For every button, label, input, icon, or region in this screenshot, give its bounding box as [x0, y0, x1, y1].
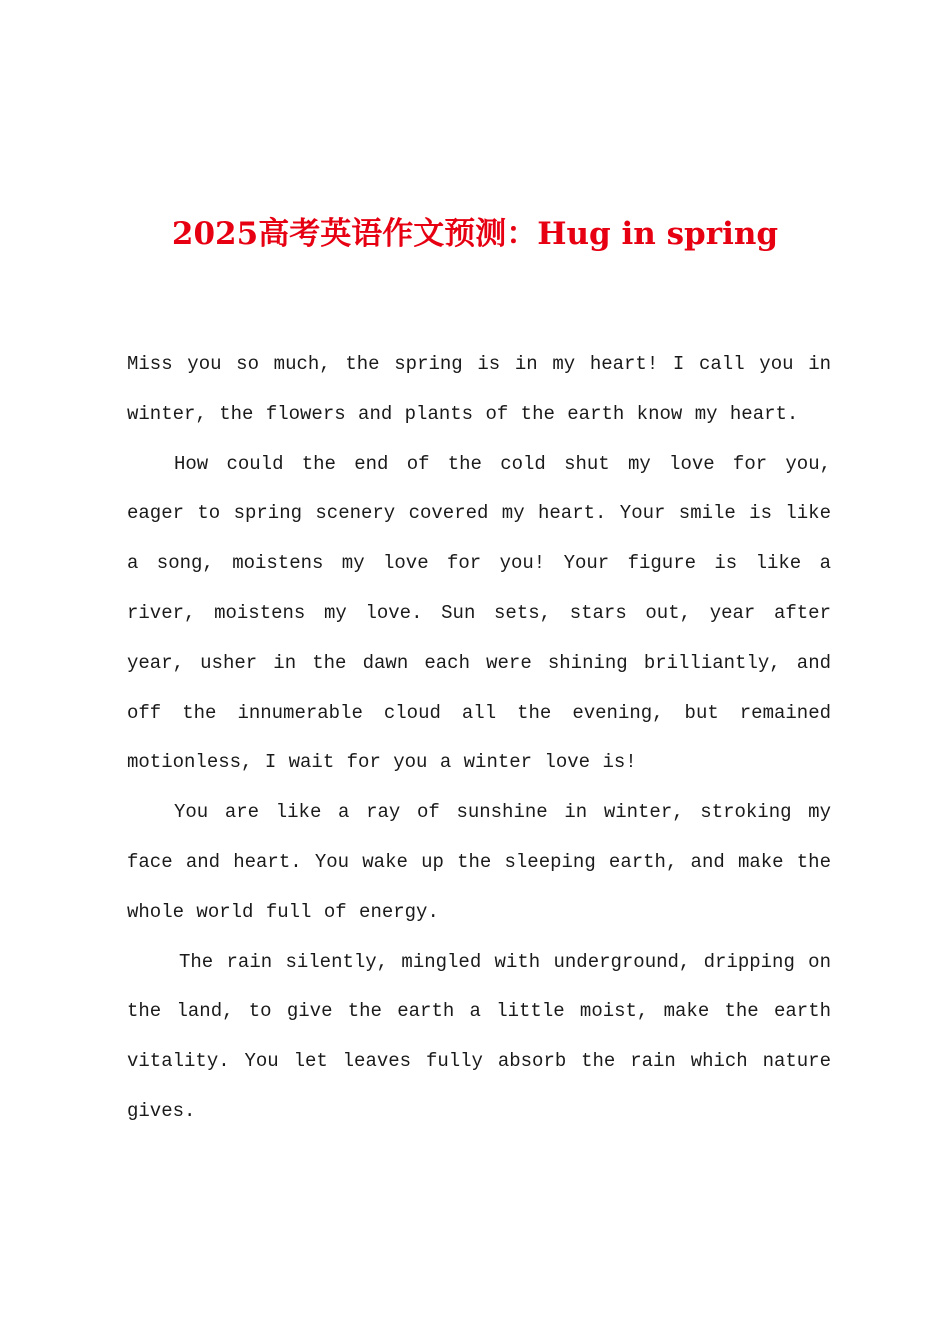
paragraph-4: The rain silently, mingled with underground, dripping on the land, to give the earth a little moist, make the earth vitality. You let leaves fully absorb the rain which nature gives. [127, 950, 831, 1122]
paragraph-1: Miss you so much, the spring is in my heart! I call you in winter, the flowers and plants of the earth know my heart. [127, 353, 831, 425]
paragraph-3: You are like a ray of sunshine in winter, stroking my face and heart. You wake up the sleeping earth, and make the whole world full of energy. [127, 801, 831, 923]
document-body [127, 340, 831, 1137]
page-title: 2025高考英语作文预测：Hug in spring [171, 216, 779, 252]
paragraph-2: How could the end of the cold shut my love for you, eager to spring scenery covered my heart. Your smile is like a song, moistens my love for you! Your figure is like a river, moistens my love. Sun sets, stars out, year after year, usher in the dawn each were shining brilliantly, and off the innumerable cloud all the evening, but remained motionless, I wait for you a winter love is! [127, 452, 831, 774]
